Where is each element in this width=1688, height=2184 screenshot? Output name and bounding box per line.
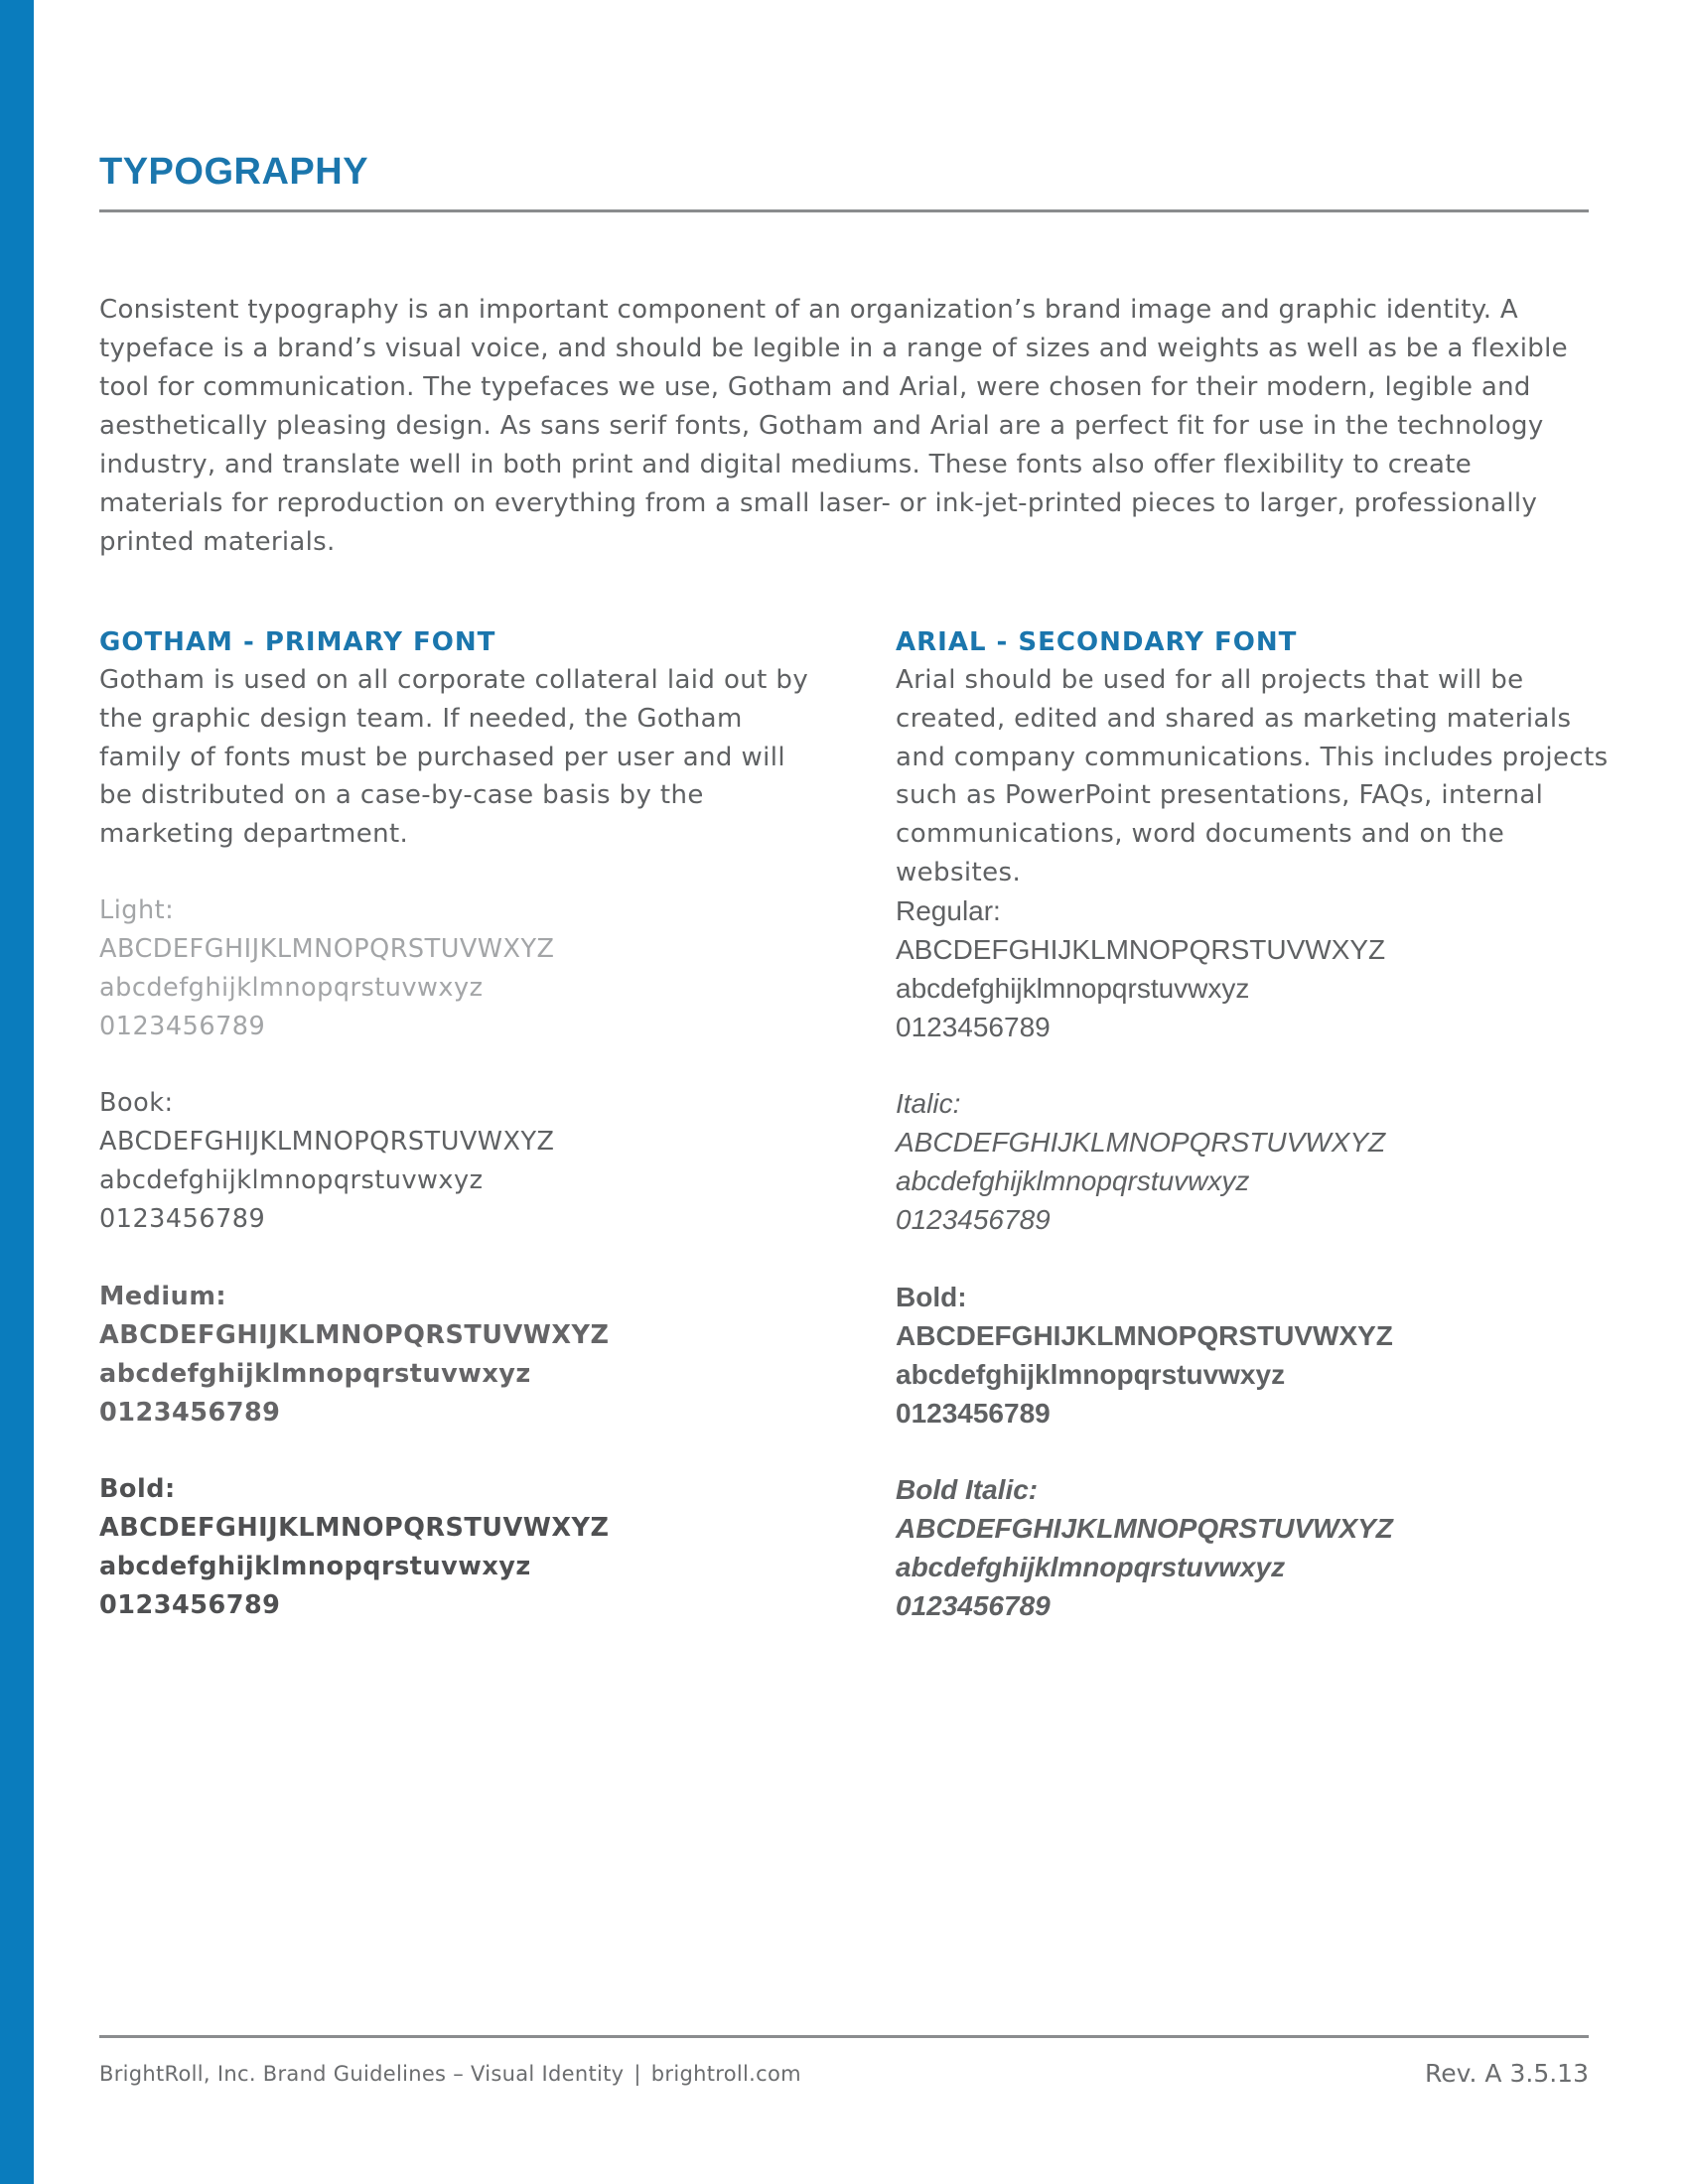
uppercase-sample: ABCDEFGHIJKLMNOPQRSTUVWXYZ bbox=[99, 1513, 610, 1543]
digits-sample: 0123456789 bbox=[896, 1590, 1051, 1621]
footer-separator: | bbox=[633, 2062, 641, 2086]
uppercase-sample: ABCDEFGHIJKLMNOPQRSTUVWXYZ bbox=[896, 1127, 1386, 1158]
secondary-font-column bbox=[896, 623, 1611, 892]
uppercase-sample: ABCDEFGHIJKLMNOPQRSTUVWXYZ bbox=[896, 1513, 1393, 1544]
primary-font-description: Gotham is used on all corporate collateral laid out by the graphic design team. If needed, the Gotham family of fonts must be purchased per user and will be distributed on a case-by-case basis by the marketing department. bbox=[99, 665, 809, 850]
footer-divider bbox=[99, 2035, 1589, 2038]
gotham-medium-sample bbox=[99, 1278, 610, 1433]
digits-sample: 0123456789 bbox=[896, 1398, 1051, 1429]
weight-label: Medium: bbox=[99, 1282, 227, 1311]
uppercase-sample: ABCDEFGHIJKLMNOPQRSTUVWXYZ bbox=[99, 1320, 610, 1350]
gotham-light-sample bbox=[99, 891, 555, 1046]
footer-guidelines-text: BrightRoll, Inc. Brand Guidelines – Visual Identity bbox=[99, 2062, 625, 2086]
weight-label: Bold: bbox=[99, 1474, 176, 1504]
title-divider bbox=[99, 209, 1589, 212]
footer-site-link[interactable]: brightroll.com bbox=[650, 2062, 801, 2086]
digits-sample: 0123456789 bbox=[99, 1204, 266, 1234]
gotham-bold-sample bbox=[99, 1470, 610, 1625]
lowercase-sample: abcdefghijklmnopqrstuvwxyz bbox=[99, 1165, 484, 1195]
arial-bold-italic-sample bbox=[896, 1470, 1393, 1625]
uppercase-sample: ABCDEFGHIJKLMNOPQRSTUVWXYZ bbox=[896, 934, 1386, 965]
lowercase-sample: abcdefghijklmnopqrstuvwxyz bbox=[896, 1165, 1250, 1196]
footer-credits bbox=[99, 2062, 801, 2086]
primary-font-column bbox=[99, 623, 814, 854]
weight-label: Bold Italic: bbox=[896, 1474, 1039, 1505]
arial-italic-sample bbox=[896, 1084, 1385, 1239]
secondary-font-description: Arial should be used for all projects that will be created, edited and shared as marketing materials and company communications. This includes projects such as PowerPoint presentations, FAQs, internal communications, word documents and on the websites. bbox=[896, 665, 1609, 887]
arial-bold-sample bbox=[896, 1278, 1393, 1433]
lowercase-sample: abcdefghijklmnopqrstuvwxyz bbox=[99, 1552, 531, 1581]
lowercase-sample: abcdefghijklmnopqrstuvwxyz bbox=[896, 973, 1250, 1004]
digits-sample: 0123456789 bbox=[896, 1204, 1051, 1235]
lowercase-sample: abcdefghijklmnopqrstuvwxyz bbox=[896, 1552, 1286, 1582]
weight-label: Regular: bbox=[896, 895, 1001, 926]
weight-label: Light: bbox=[99, 895, 175, 925]
lowercase-sample: abcdefghijklmnopqrstuvwxyz bbox=[896, 1359, 1286, 1390]
lowercase-sample: abcdefghijklmnopqrstuvwxyz bbox=[99, 973, 484, 1003]
digits-sample: 0123456789 bbox=[896, 1012, 1051, 1042]
arial-regular-sample bbox=[896, 891, 1385, 1046]
uppercase-sample: ABCDEFGHIJKLMNOPQRSTUVWXYZ bbox=[896, 1320, 1393, 1351]
uppercase-sample: ABCDEFGHIJKLMNOPQRSTUVWXYZ bbox=[99, 1127, 555, 1157]
footer-revision: Rev. A 3.5.13 bbox=[1425, 2059, 1589, 2088]
digits-sample: 0123456789 bbox=[99, 1590, 281, 1620]
digits-sample: 0123456789 bbox=[99, 1398, 281, 1428]
page-title: TYPOGRAPHY bbox=[99, 151, 369, 193]
gotham-book-sample bbox=[99, 1084, 555, 1239]
digits-sample: 0123456789 bbox=[99, 1012, 266, 1041]
primary-font-heading: GOTHAM - PRIMARY FONT bbox=[99, 627, 496, 657]
weight-label: Bold: bbox=[896, 1282, 967, 1312]
secondary-font-heading: ARIAL - SECONDARY FONT bbox=[896, 627, 1298, 657]
intro-paragraph: Consistent typography is an important component of an organization’s brand image and graphic identity. A typeface is a brand’s visual voice, and should be legible in a range of sizes and weights as well as be a flexible tool for communication. The typefaces we use, Gotham and Arial, were chosen for their modern, legible and aesthetically pleasing design. As sans serif fonts, Gotham and Arial are a perfect fit for use in the technology industry, and translate well in both print and digital mediums. These fonts also offer flexibility to create materials for reproduction on everything from a small laser- or ink-jet-printed pieces to larger, professionally printed materials. bbox=[99, 295, 1568, 557]
lowercase-sample: abcdefghijklmnopqrstuvwxyz bbox=[99, 1359, 531, 1389]
weight-label: Italic: bbox=[896, 1088, 961, 1119]
left-accent-bar bbox=[0, 0, 34, 2184]
uppercase-sample: ABCDEFGHIJKLMNOPQRSTUVWXYZ bbox=[99, 934, 555, 964]
weight-label: Book: bbox=[99, 1088, 174, 1118]
